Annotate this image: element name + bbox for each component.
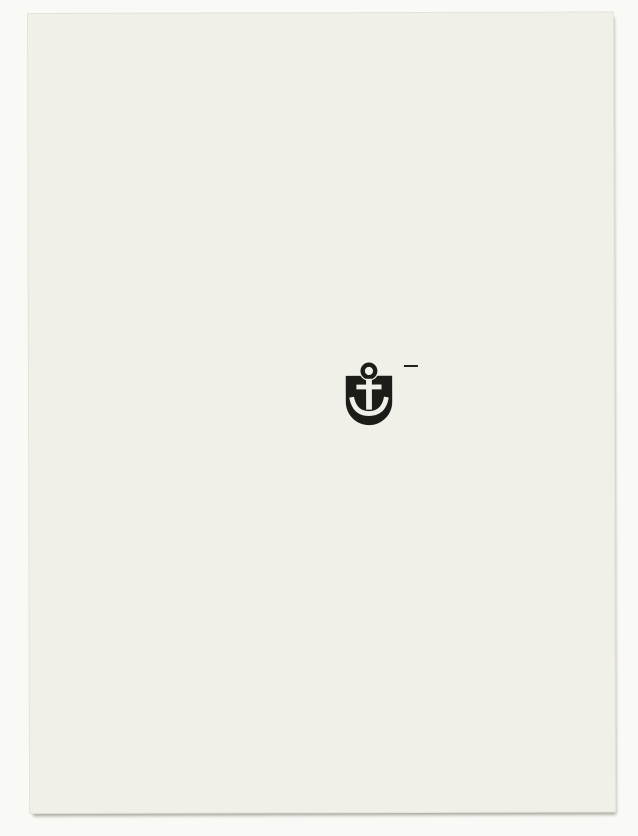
publisher-city — [404, 367, 418, 369]
publisher-logo — [340, 360, 614, 446]
months-grid-top — [62, 71, 580, 233]
publisher-website — [384, 446, 588, 447]
calendar-card — [28, 12, 615, 813]
year-title — [28, 20, 613, 22]
middle-section — [63, 360, 614, 446]
publisher-text-block — [404, 361, 418, 369]
anchor-icon — [340, 361, 398, 438]
months-grid-bottom — [63, 486, 581, 638]
